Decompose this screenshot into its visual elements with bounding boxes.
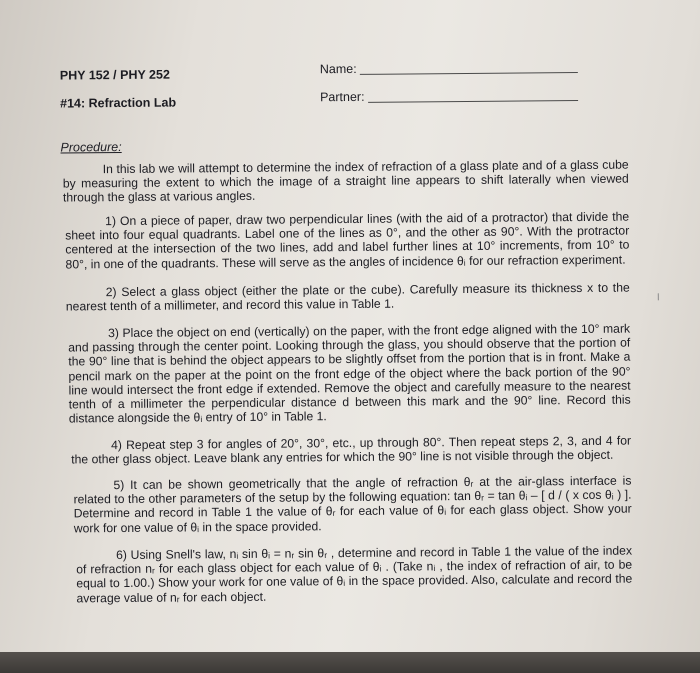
- step-6: 6) Using Snell's law, nᵢ sin θᵢ = nᵣ sin θᵣ , determine and record in Table 1 the value of the index of refraction nᵣ for each glass object for each value of θᵢ . (Take nᵢ , the index of refraction of air, to be equal to 1.00.) Show your work for one value of θᵢ in the space provided. Also, calculate and record the average value of nᵣ for each object.: [76, 543, 633, 606]
- desk-shadow: [0, 652, 700, 673]
- name-label: Name:: [319, 61, 357, 77]
- name-line: [360, 72, 578, 75]
- procedure-heading: Procedure:: [60, 139, 122, 155]
- margin-tick: [658, 293, 659, 300]
- procedure-intro: In this lab we will attempt to determine the index of refraction of a glass plate and of a glass cube by measuring the extent to which the image of a straight line appears to shift laterally when viewed through the glass at various angles.: [62, 157, 629, 205]
- step-3: 3) Place the object on end (vertically) on the paper, with the front edge aligned with the 10° mark and passing through the center point. Looking through the glass, you should observe that the portion of the 90° line that is behind the object appears to be slightly offset from the portion that is in front. Make a pencil mark on the paper at the point on the front edge of the object where the back portion of the 90° line would intersect the front edge if extended. Remove the object and carefully measure to the nearest tenth of a millimeter the perpendicular distance d between this mark and the 90° line. Record this distance alongside the θᵢ entry of 10° in Table 1.: [68, 321, 631, 426]
- step-4: 4) Repeat step 3 for angles of 20°, 30°, etc., up through 80°. Then repeat steps 2, 3, and 4 for the other glass object. Leave blank any entries for which the 90° line is not visible through the object.: [71, 433, 632, 467]
- course-title: PHY 152 / PHY 252: [59, 67, 170, 83]
- step-1: 1) On a piece of paper, draw two perpendicular lines (with the aid of a protractor) that divide the sheet into four equal quadrants. Label one of the lines as 0°, and the other as 90°. With the protractor centered at the intersection of the two lines, add and label further lines at 10° increments, from 10° to 80°, in one of the quadrants. These will serve as the angles of incidence θᵢ for our refraction experiment.: [65, 209, 630, 272]
- partner-line: [368, 100, 578, 103]
- step-5: 5) It can be shown geometrically that the angle of refraction θᵣ at the air-glass interface is related to the other parameters of the setup by the following equation: tan θᵣ = tan θᵢ – [ d / ( x cos θᵢ ) ]. Determine and record in Table 1 the value of θᵣ for each value of θᵢ for each glass object. Show your work for one value of θᵢ in the space provided.: [73, 473, 632, 536]
- partner-label: Partner:: [319, 89, 365, 105]
- lab-title: #14: Refraction Lab: [60, 95, 177, 111]
- step-2: 2) Select a glass object (either the plate or the cube). Carefully measure its thickness x to the nearest tenth of a millimeter, and record this value in Table 1.: [65, 280, 630, 314]
